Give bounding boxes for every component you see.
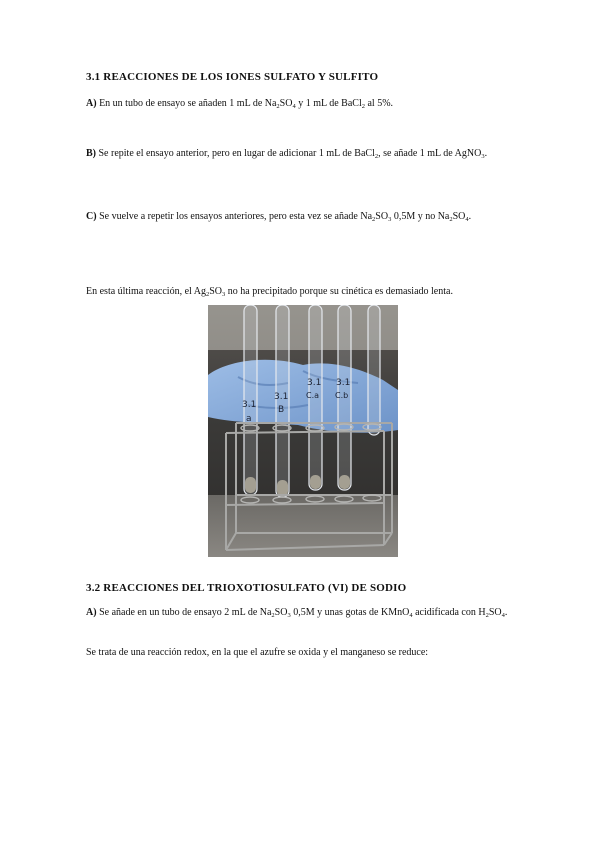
subscript: 2 xyxy=(361,103,365,110)
item-label-b: B) xyxy=(86,148,96,159)
subscript: 4 xyxy=(292,103,296,110)
text: . xyxy=(468,211,472,222)
tube-label-3b: C.a xyxy=(306,391,320,400)
subscript: 3 xyxy=(287,612,291,619)
text: al 5%. xyxy=(364,98,394,109)
test-tube-5 xyxy=(368,305,380,435)
subscript: 2 xyxy=(372,216,376,223)
tube-label-4b: C.b xyxy=(335,391,349,400)
liquid-1 xyxy=(245,477,256,493)
text: Se repite el ensayo anterior, pero en lugar de adicionar 1 mL de BaCl xyxy=(96,148,375,159)
text: SO xyxy=(209,286,223,297)
text: . xyxy=(504,607,508,618)
subscript: 4 xyxy=(501,612,505,619)
liquid-2 xyxy=(277,480,288,496)
tube-label-2a: 3.1 xyxy=(274,392,289,402)
subscript: 2 xyxy=(374,153,379,160)
item-label-c: C) xyxy=(86,211,97,222)
text: SO xyxy=(452,211,466,222)
subscript: 4 xyxy=(409,612,413,619)
subscript: 3 xyxy=(222,291,226,298)
paragraph-3-2-a xyxy=(86,605,514,620)
test-tubes-photo xyxy=(208,305,398,557)
tube-label-2b: B xyxy=(278,405,285,415)
text: . xyxy=(484,148,488,159)
text: y 1 mL de BaCl xyxy=(295,98,362,109)
text: SO xyxy=(488,607,502,618)
text: no ha precipitado porque su cinética es demasiado lenta. xyxy=(225,286,453,297)
liquid-4 xyxy=(339,475,350,489)
tube-label-3a: 3.1 xyxy=(307,378,322,388)
section-heading-3-1: 3.1 REACCIONES DE LOS IONES SULFATO Y SULFITO xyxy=(86,71,379,83)
text: Se añade en un tubo de ensayo 2 mL de Na xyxy=(96,607,272,618)
tube-label-1b: a xyxy=(246,414,252,424)
text: 0,5M y unas gotas de KMnO xyxy=(290,607,410,618)
subscript: 2 xyxy=(205,291,210,298)
paragraph-3-2-redox: Se trata de una reacción redox, en la que el azufre se oxida y el manganeso se reduce: xyxy=(86,647,429,658)
subscript: 2 xyxy=(276,103,280,110)
subscript: 2 xyxy=(485,612,489,619)
text: En un tubo de ensayo se añaden 1 mL de Na xyxy=(96,98,277,109)
text: Se vuelve a repetir los ensayos anteriores, pero esta vez se añade Na xyxy=(96,211,373,222)
tube-label-1a: 3.1 xyxy=(242,400,257,410)
item-label-a: A) xyxy=(86,607,97,618)
paragraph-3-1-note xyxy=(86,284,514,299)
tube-label-4a: 3.1 xyxy=(336,378,351,388)
item-label-a: A) xyxy=(86,98,97,109)
text: SO xyxy=(274,607,288,618)
liquid-3 xyxy=(310,475,321,489)
subscript: 4 xyxy=(465,216,469,223)
text: SO xyxy=(279,98,293,109)
subscript: 3 xyxy=(388,216,392,223)
paragraph-3-1-a xyxy=(86,96,514,111)
paragraph-3-1-b xyxy=(86,146,514,161)
text: acidificada con H xyxy=(412,607,486,618)
subscript: 3 xyxy=(481,153,485,160)
text: SO xyxy=(375,211,389,222)
text: , se añade 1 mL de AgNO xyxy=(378,148,482,159)
subscript: 2 xyxy=(449,216,453,223)
subscript: 2 xyxy=(271,612,275,619)
section-heading-3-2: 3.2 REACCIONES DEL TRIOXOTIOSULFATO (VI) DE SODIO xyxy=(86,582,407,594)
paragraph-3-1-c xyxy=(86,209,514,224)
text: 0,5M y no Na xyxy=(391,211,450,222)
text: En esta última reacción, el Ag xyxy=(86,286,206,297)
